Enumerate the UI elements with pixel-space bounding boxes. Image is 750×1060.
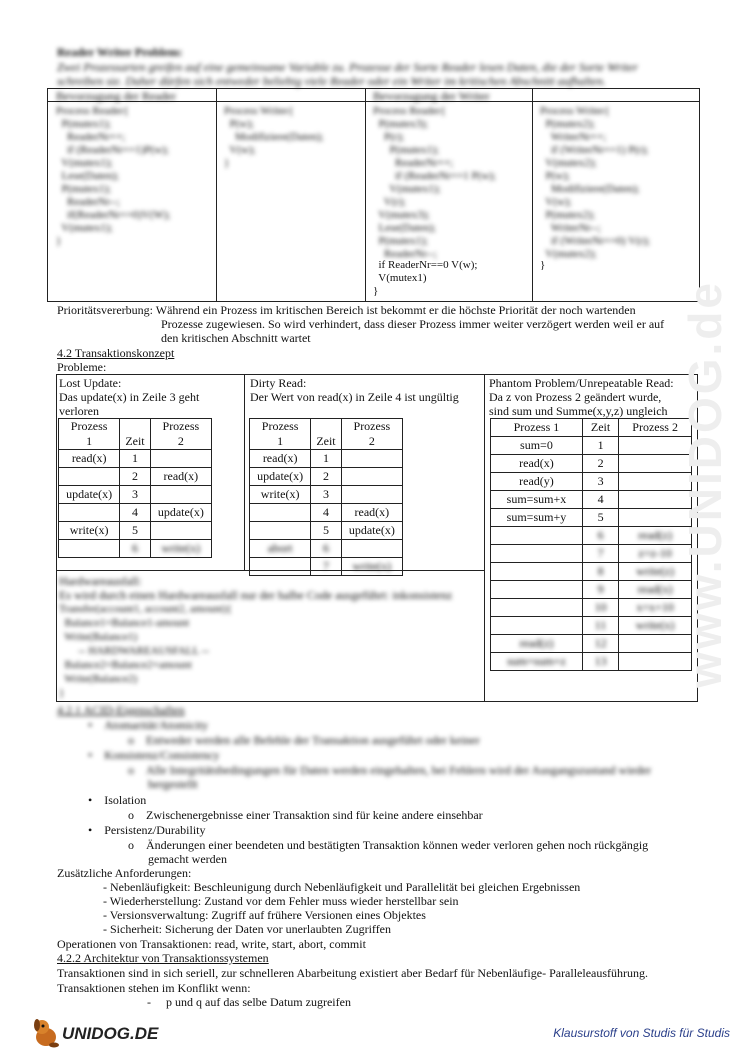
table-cell: 11: [582, 617, 618, 635]
table-cell: x=x+10: [619, 599, 692, 617]
acid-sub-4b: gemacht werden: [148, 852, 227, 866]
code-line: Transfer(account1, account2, amount){: [59, 603, 232, 615]
hw-title: Hardwareausfall:: [59, 574, 142, 588]
table-cell: update(x): [59, 486, 120, 504]
acid-sub-2b: hergestellt: [148, 777, 198, 791]
table-row: [59, 486, 212, 504]
phantom-title-3: sind sum und Summe(x,y,z) ungleich: [489, 404, 668, 418]
lost-head-p1: Prozess 1: [59, 419, 120, 450]
table-cell: [491, 599, 583, 617]
phantom-title-2: Da z von Prozess 2 geändert wurde,: [489, 390, 662, 404]
table-cell: 8: [582, 563, 618, 581]
code-line: ReaderNr--;: [56, 196, 120, 208]
code-line: if (ReaderNr==1 P(w);: [373, 170, 496, 182]
code-line: P(mutex2);: [540, 209, 595, 221]
code-line: Process Reader{: [56, 105, 129, 117]
code-line: V(w);: [224, 144, 256, 156]
prio-line-1: Prioritätsvererbung: Während ein Prozess im kritischen Bereich ist bekommt er die höchste Priorität der noch wartenden: [57, 303, 636, 317]
phantom-head-p2: Prozess 2: [619, 419, 692, 437]
phantom-head-zeit: Zeit: [582, 419, 618, 437]
table-cell: update(x): [150, 504, 211, 522]
table-cell: [491, 617, 583, 635]
arch-line-3: - p und q auf das selbe Datum zugreifen: [147, 995, 351, 1009]
table-row: [491, 653, 692, 671]
rw-desc-2: schreiben sie. Daher dürfen sich entweder beliebig viele Reader oder ein Writer im kritischen Abschnitt aufhalten.: [57, 74, 606, 88]
code-line: if (ReaderNr==1)P(w);: [56, 144, 169, 156]
code-line: V(mutex1);: [56, 222, 113, 234]
table-row: [491, 563, 692, 581]
code-line: ReaderNr++;: [373, 157, 454, 169]
table-cell: read(x): [150, 468, 211, 486]
acid-heading: 4.2.1 ACID-Eigenschaften: [57, 703, 185, 717]
logo-text: UNIDOG.DE: [62, 1024, 159, 1043]
acid-sub-2: o Alle Integritätsbedingungen für Daten werden eingehalten, bei Fehlern wird der Ausgangszustand wieder: [128, 763, 652, 777]
table-cell: read(z): [619, 527, 692, 545]
rw-col1-code: [56, 105, 170, 248]
code-line: P(w);: [224, 118, 254, 130]
table-cell: 6: [582, 527, 618, 545]
table-cell: abort: [250, 540, 311, 558]
watermark: www.UNIDOG.de: [679, 280, 731, 688]
rw-col2-code: [224, 105, 324, 170]
table-cell: write(z): [619, 563, 692, 581]
code-line: V(r);: [373, 196, 406, 208]
phantom-head-p1: Prozess 1: [491, 419, 583, 437]
table-cell: 5: [311, 522, 341, 540]
table-row: [491, 617, 692, 635]
code-line: P(mutex1);: [56, 183, 111, 195]
code-line: -- HARDWAREAUSFALL --: [59, 645, 210, 657]
table-cell: update(x): [250, 468, 311, 486]
table-cell: read(x): [491, 455, 583, 473]
ops-line: Operationen von Transaktionen: read, write, start, abort, commit: [57, 937, 366, 951]
table-row: [491, 491, 692, 509]
rw-col3-code: [373, 105, 496, 261]
table-cell: sum=0: [491, 437, 583, 455]
rw-col3-head: Bevorzugung der Writer: [373, 89, 490, 103]
table-row: [491, 545, 692, 563]
code-line: if(ReaderNr==0)V(W);: [56, 209, 171, 221]
arch-line-1: Transaktionen sind in sich seriell, zur schnelleren Abarbeitung existiert aber Bedarf für Nebenläufige- Paralleleausführung.: [57, 966, 649, 980]
code-line: Lese(Daten);: [56, 170, 119, 182]
arch-heading: 4.2.2 Architektur von Transaktionssystemen: [57, 951, 269, 965]
dirty-title-2: Der Wert von read(x) in Zeile 4 ist ungültig: [250, 390, 459, 404]
table-row: [59, 522, 212, 540]
rw-col3-visible: [373, 259, 477, 298]
acid-bullet-4: • Persistenz/Durability: [88, 823, 206, 837]
unidog-logo[interactable]: [28, 1015, 158, 1051]
table-row: [491, 581, 692, 599]
table-cell: 7: [582, 545, 618, 563]
table-row: [250, 504, 403, 522]
code-line: P(r);: [373, 131, 405, 143]
dirty-title-1: Dirty Read:: [250, 376, 307, 390]
table-cell: [59, 540, 120, 558]
table-cell: 5: [582, 509, 618, 527]
code-line: V(mutex2);: [540, 157, 597, 169]
code-line: Modifiziere(Daten);: [540, 183, 640, 195]
table-row: [59, 468, 212, 486]
code-line: Process Reader{: [373, 105, 446, 117]
table-cell: read(x): [619, 581, 692, 599]
table-cell: write(x): [250, 486, 311, 504]
prio-line-3: den kritischen Abschnitt wartet: [161, 331, 311, 345]
table-cell: write(x): [59, 522, 120, 540]
table-cell: read(y): [491, 473, 583, 491]
code-line: WriterNr--;: [540, 222, 601, 234]
code-line: V(mutex1): [373, 272, 427, 284]
table-cell: sum=sum+y: [491, 509, 583, 527]
acid-bullet-1: • Atomarität/Atomicity: [88, 718, 209, 732]
acid-sub-1: o Entweder werden alle Befehle der Transaktion ausgeführt oder keiner: [128, 733, 480, 747]
code-line: P(mutex1);: [56, 118, 111, 130]
table-row: [250, 468, 403, 486]
table-cell: [341, 450, 402, 468]
rw-col4-visible: [540, 259, 545, 272]
acid-bullet-3: • Isolation: [88, 793, 147, 807]
table-row: [250, 540, 403, 558]
table-cell: [250, 522, 311, 540]
phantom-title-1: Phantom Problem/Unrepeatable Read:: [489, 376, 674, 390]
code-line: Write(Balance1): [59, 631, 138, 643]
arch-line-2: Transaktionen stehen im Konflikt wenn:: [57, 981, 251, 995]
table-cell: 5: [120, 522, 150, 540]
table-row: [250, 522, 403, 540]
table-cell: 2: [582, 455, 618, 473]
table-cell: z=z-10: [619, 545, 692, 563]
extra-item-2: - Wiederherstellung: Zustand vor dem Fehler muss wieder herstellbar sein: [103, 894, 459, 908]
table-cell: read(z): [491, 635, 583, 653]
table-cell: write(x): [619, 617, 692, 635]
code-line: Balance2=Balance2+amount: [59, 659, 192, 671]
table-row: [59, 450, 212, 468]
table-row: [491, 527, 692, 545]
dirty-head-zeit: Zeit: [311, 419, 341, 450]
code-line: if (WriterNr==0) V(r);: [540, 235, 651, 247]
table-cell: [150, 450, 211, 468]
table-cell: 3: [311, 486, 341, 504]
table-row: [250, 450, 403, 468]
problems-label: Probleme:: [57, 360, 107, 374]
extra-item-1: - Nebenläufigkeit: Beschleunigung durch Nebenläufigkeit und Parallelität bei gleichen Ergebnissen: [103, 880, 581, 894]
acid-bullet-2: • Konsistenz/Consistency: [88, 748, 220, 762]
dog-icon: [28, 1015, 64, 1051]
acid-sub-4: o Änderungen einer beendeten und bestätigten Transaktion können weder verloren gehen noch rückgängig: [128, 838, 649, 852]
code-line: }: [224, 157, 230, 169]
table-cell: read(x): [341, 504, 402, 522]
table-cell: 1: [311, 450, 341, 468]
code-line: ReaderNr--;: [373, 248, 437, 260]
table-cell: write(x): [341, 558, 402, 576]
code-line: P(mutex1);: [373, 144, 439, 156]
table-cell: 10: [582, 599, 618, 617]
table-cell: [341, 468, 402, 486]
extra-heading: Zusätzliche Anforderungen:: [57, 866, 192, 880]
code-line: P(mutex2);: [540, 118, 595, 130]
table-cell: [491, 545, 583, 563]
table-cell: 13: [582, 653, 618, 671]
rw-col1-head: Bevorzugung der Reader: [56, 89, 176, 103]
table-cell: 6: [311, 540, 341, 558]
code-line: P(mutex1);: [373, 235, 428, 247]
code-line: if ReaderNr==0 V(w);: [373, 259, 478, 271]
rw-col4-code: [540, 105, 650, 261]
table-cell: read(x): [250, 450, 311, 468]
code-line: V(mutex3);: [373, 209, 430, 221]
lost-title-1: Lost Update:: [59, 376, 122, 390]
table-cell: 2: [120, 468, 150, 486]
table-cell: 4: [120, 504, 150, 522]
table-cell: sum=sum+z: [491, 653, 583, 671]
hw-desc: Es wird durch einen Hardwareausfall nur der halbe Code ausgeführt: inkonsistenz: [59, 588, 453, 602]
table-cell: 4: [582, 491, 618, 509]
table-row: [491, 509, 692, 527]
dirty-head-p2: Prozess 2: [341, 419, 402, 450]
code-line: Lese(Daten);: [373, 222, 436, 234]
hw-code: [59, 602, 232, 700]
footer-slogan: Klausurstoff von Studis für Studis: [553, 1026, 730, 1040]
code-line: }: [540, 259, 546, 271]
lost-title-3: verloren: [59, 404, 99, 418]
table-cell: [491, 563, 583, 581]
phantom-table: [490, 418, 692, 671]
table-cell: [341, 486, 402, 504]
table-cell: [250, 504, 311, 522]
rw-title: Reader Writer Problem:: [57, 45, 183, 59]
tk-heading: 4.2 Transaktionskonzept: [57, 346, 175, 360]
code-line: V(mutex1);: [56, 157, 113, 169]
code-line: }: [56, 235, 62, 247]
table-row: [250, 558, 403, 576]
acid-sub-3: o Zwischenergebnisse einer Transaktion sind für keine andere einsehbar: [128, 808, 483, 822]
code-line: V(w);: [540, 196, 572, 208]
code-line: Process Writer{: [540, 105, 610, 117]
table-cell: 6: [120, 540, 150, 558]
lost-head-zeit: Zeit: [120, 419, 150, 450]
table-cell: [150, 522, 211, 540]
table-cell: [491, 581, 583, 599]
lost-head-p2: Prozess 2: [150, 419, 211, 450]
table-cell: 1: [120, 450, 150, 468]
table-cell: 7: [311, 558, 341, 576]
table-cell: 1: [582, 437, 618, 455]
table-row: [59, 540, 212, 558]
table-row: [491, 635, 692, 653]
table-cell: 2: [311, 468, 341, 486]
table-cell: 12: [582, 635, 618, 653]
code-line: Balance1=Balance1-amount: [59, 617, 190, 629]
table-cell: 3: [582, 473, 618, 491]
table-cell: 4: [311, 504, 341, 522]
code-line: Write(Balance2): [59, 673, 138, 685]
table-row: [491, 455, 692, 473]
table-row: [491, 473, 692, 491]
code-line: ReaderNr++;: [56, 131, 126, 143]
extra-item-3: - Versionsverwaltung: Zugriff auf frühere Versionen eines Objektes: [103, 908, 426, 922]
table-cell: 3: [120, 486, 150, 504]
table-cell: sum=sum+x: [491, 491, 583, 509]
dirty-head-p1: Prozess 1: [250, 419, 311, 450]
code-line: if (WriterNr==1) P(r);: [540, 144, 649, 156]
code-line: }: [373, 285, 379, 297]
table-cell: [59, 468, 120, 486]
table-cell: read(x): [59, 450, 120, 468]
table-row: [59, 504, 212, 522]
code-line: V(mutex2);: [540, 248, 597, 260]
table-cell: [341, 540, 402, 558]
dirty-read-table: [249, 418, 403, 576]
lost-update-table: [58, 418, 212, 558]
rw-table: [47, 88, 700, 302]
table-cell: [59, 504, 120, 522]
table-cell: 9: [582, 581, 618, 599]
code-line: Modifiziere(Daten);: [224, 131, 324, 143]
table-row: [491, 437, 692, 455]
code-line: Process Writer{: [224, 105, 294, 117]
rw-desc-1: Zwei Prozessarten greifen auf eine gemeinsame Variable zu. Prozesse der Sorte Reader lesen Daten, die der Sorte Writer: [57, 60, 638, 74]
table-cell: [250, 558, 311, 576]
code-line: P(w);: [540, 170, 570, 182]
table-cell: update(x): [341, 522, 402, 540]
table-cell: [150, 486, 211, 504]
code-line: V(mutex1);: [373, 183, 441, 195]
code-line: }: [59, 687, 65, 699]
table-row: [491, 599, 692, 617]
table-cell: [491, 527, 583, 545]
lost-title-2: Das update(x) in Zeile 3 geht: [59, 390, 200, 404]
table-cell: write(x): [150, 540, 211, 558]
prio-line-2: Prozesse zugewiesen. So wird verhindert, dass dieser Prozess immer weiter verzögert werden weil er auf: [161, 317, 665, 331]
code-line: P(mutex3);: [373, 118, 428, 130]
code-line: WriterNr++;: [540, 131, 607, 143]
extra-item-4: - Sicherheit: Sicherung der Daten vor unerlaubten Zugriffen: [103, 922, 392, 936]
table-row: [250, 486, 403, 504]
